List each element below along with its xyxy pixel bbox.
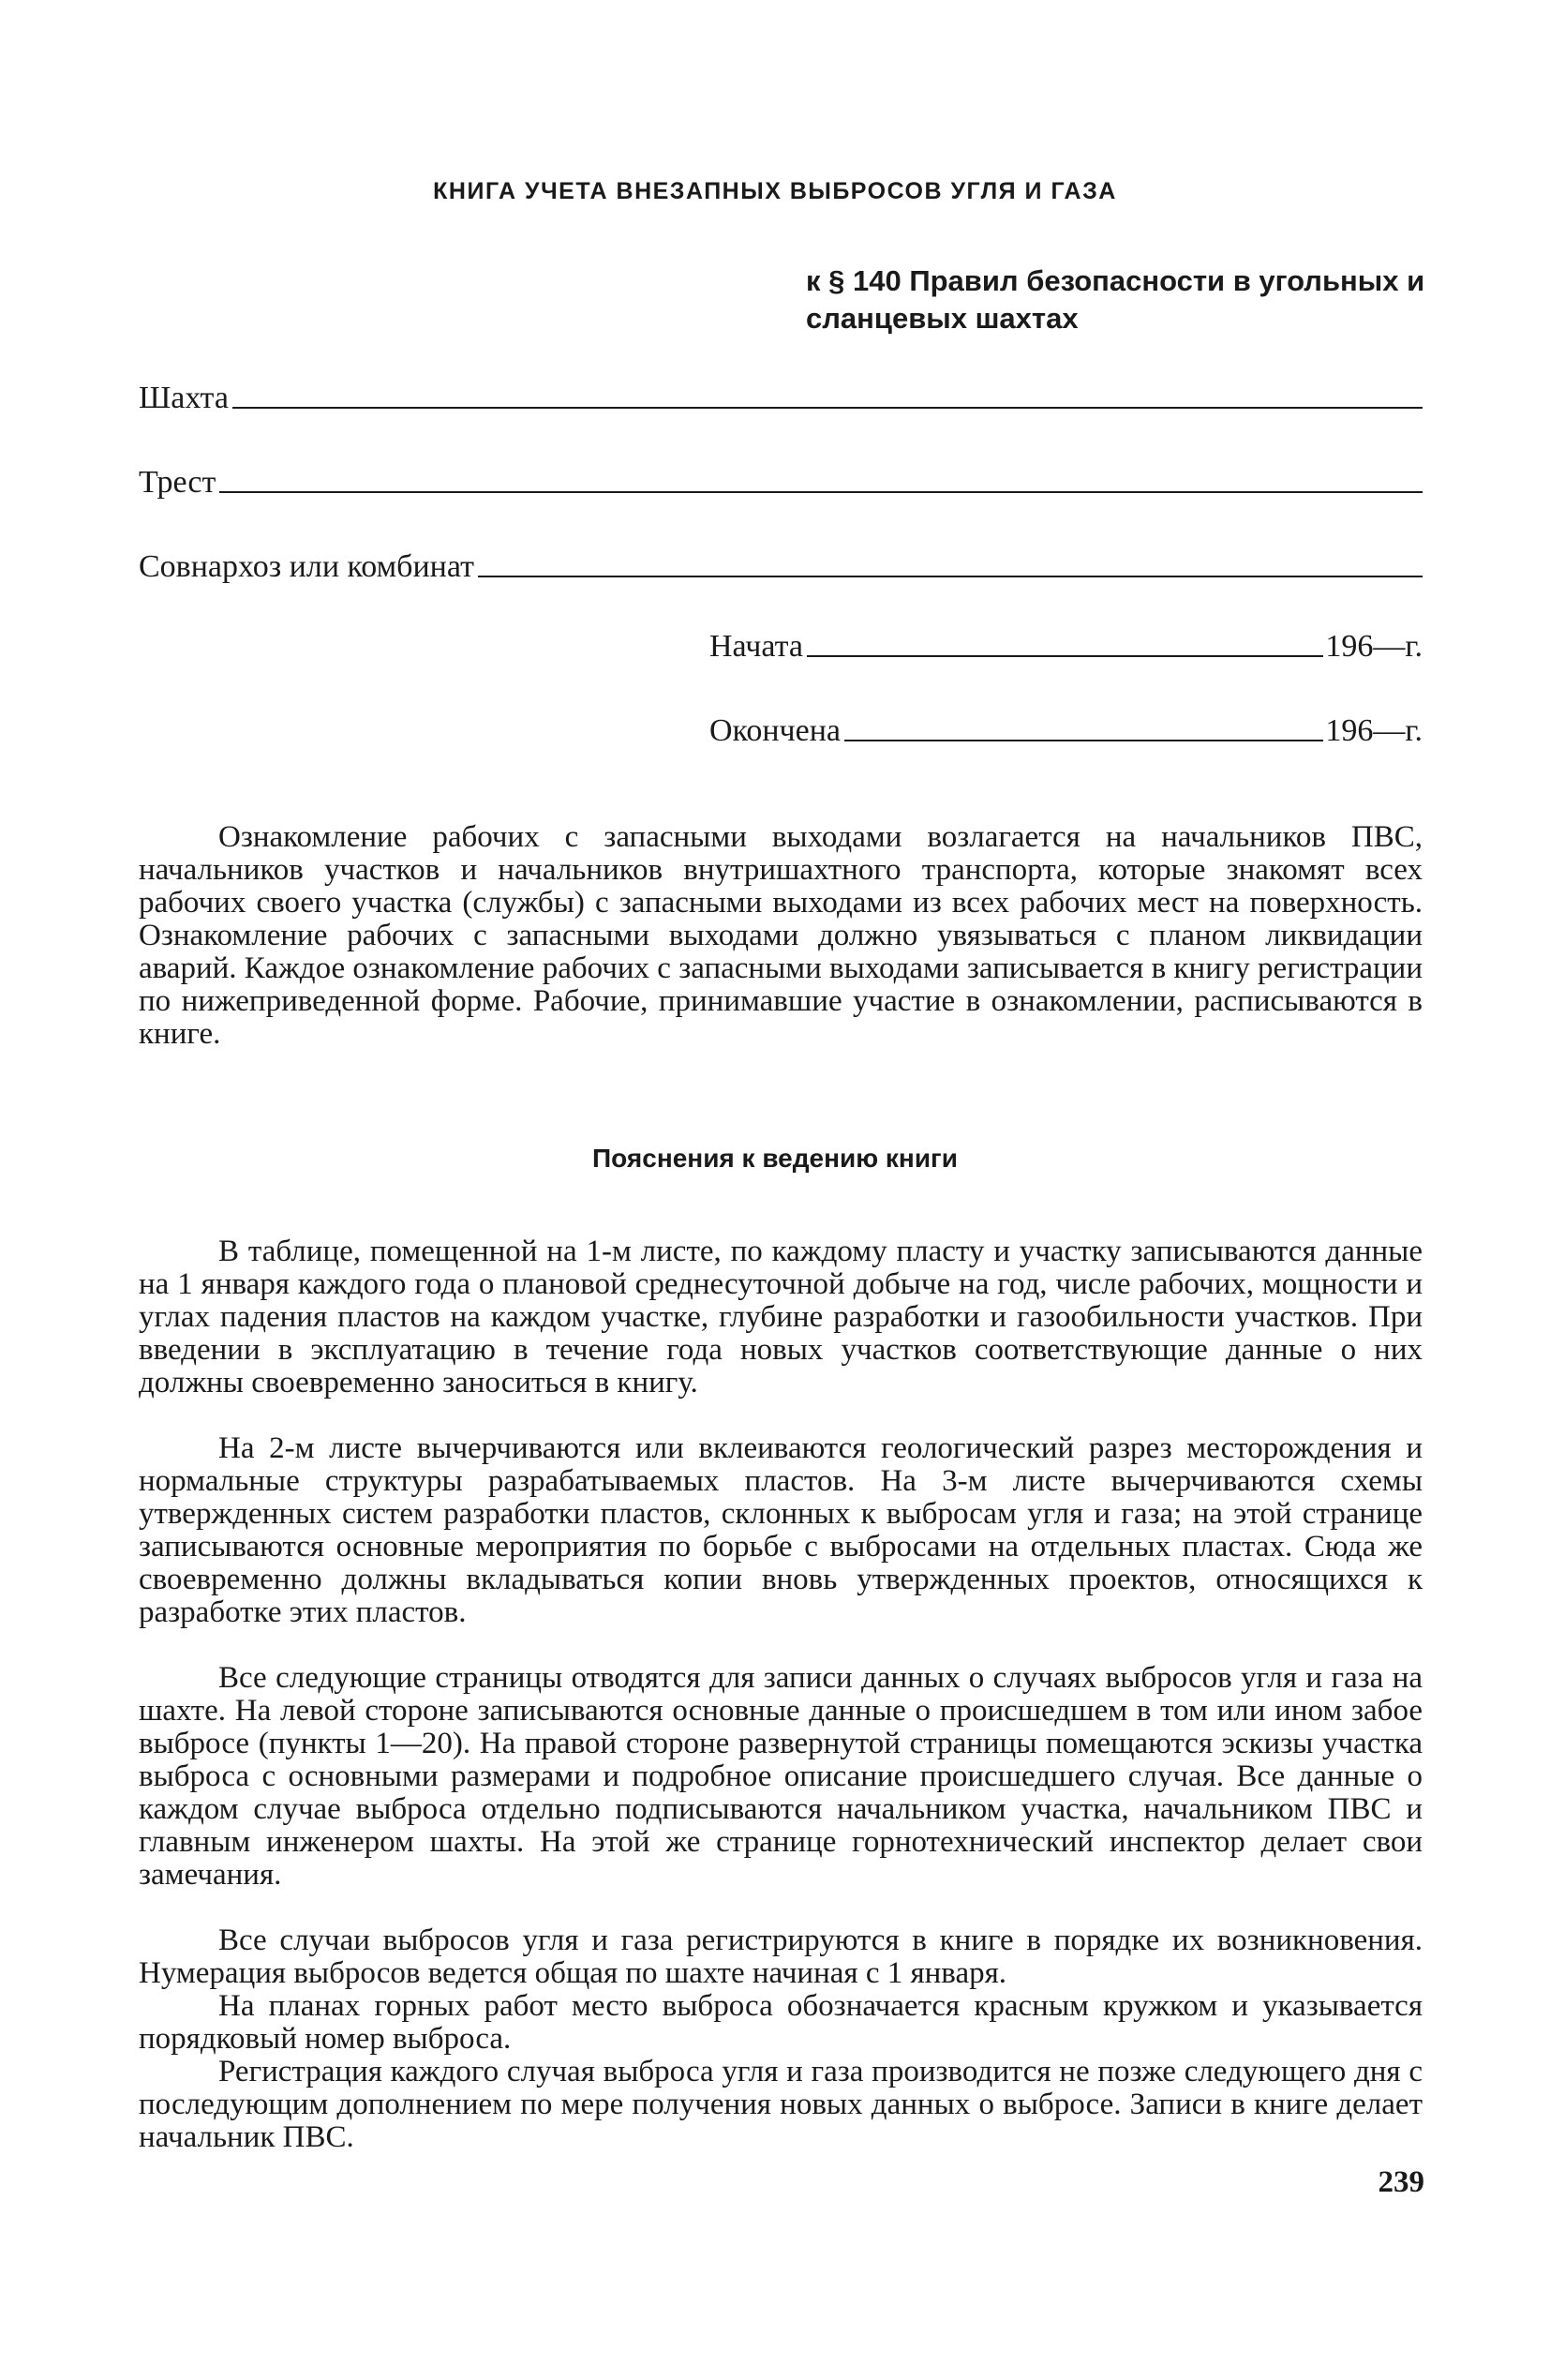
paragraph (139, 1432, 1423, 1629)
rule-reference: к § 140 Правил безопасности в угольных и сланцевых шахтах (806, 264, 1425, 335)
started-label: Начата (709, 629, 803, 664)
paragraph-text: Регистрация каждого случая выброса угля и газа производится не позже следующего дня с последующим дополнением по мере получения новых данных о выбросе. Записи в книге делает начальник ПВС. (139, 2055, 1423, 2154)
paragraph-text: В таблице, помещенной на 1-м листе, по каждому пласту и участку записываются данные на 1 января каждого года о плановой среднесуточной добыче на год, числе рабочих, мощности и углах падения пластов на каждом участке, глубине разработки и газообильности участков. При введении в эксплуатацию в течение года новых участков соответствующие данные о них должны своевременно заноситься в книгу. (139, 1235, 1423, 1400)
mine-field (139, 380, 1423, 417)
paragraph-text: Все следующие страницы отводятся для записи данных о случаях выбросов угля и газа на шахте. На левой стороне записываются основные данные о происшедшем в том или ином забое выбросе (пункты 1—20). На правой стороне развернутой страницы помещаются эскизы участка выброса с основными размерами и подробное описание происшедшего случая. Все данные о каждом случае выброса отдельно подписываются начальником участка, начальником ПВС и главным инженером шахты. На этой же странице горнотехнический инспектор делает свои замечания. (139, 1661, 1423, 1892)
trust-field (139, 464, 1423, 501)
intro-paragraph (139, 821, 1423, 1051)
paragraph (139, 1990, 1423, 2056)
paragraph (139, 1662, 1423, 1892)
started-year-suffix: 196—г. (1325, 629, 1423, 664)
section-heading: Пояснения к ведению книги (592, 1144, 958, 1173)
finished-label: Окончена (709, 713, 842, 748)
paragraph-text: Все случаи выбросов угля и газа регистрируются в книге в порядке их возникновения. Нумерация выбросов ведется общая по шахте начиная с 1 января. (139, 1923, 1423, 1990)
finished-year-suffix: 196—г. (1325, 713, 1423, 748)
paragraph-text: На 2-м листе вычерчиваются или вклеиваются геологический разрез месторождения и нормальные структуры разрабатываемых пластов. На 3-м листе вычерчиваются схемы утвержденных систем разработки пластов, склонных к выбросам угля и газа; на этой странице записываются основные мероприятия по борьбе с выбросами на отдельных пластах. Сюда же своевременно должны вкладываться копии вновь утвержденных проектов, относящихся к разработке этих пластов. (139, 1431, 1423, 1629)
sovnarkhoz-field (139, 548, 1423, 586)
started-field (709, 628, 1423, 666)
page-number: 239 (1378, 2165, 1424, 2199)
paragraph (139, 1924, 1423, 1990)
paragraph (139, 1235, 1423, 1400)
paragraph-text: На планах горных работ место выброса обозначается красным кружком и указывается порядковый номер выброса. (139, 1989, 1423, 2056)
trust-label: Трест (139, 465, 216, 500)
document-title: КНИГА УЧЕТА ВНЕЗАПНЫХ ВЫБРОСОВ УГЛЯ И ГАЗА (433, 178, 1117, 204)
sovnarkhoz-blank-line (478, 576, 1423, 577)
mine-blank-line (232, 407, 1423, 409)
finished-field (709, 712, 1423, 750)
started-blank-line (807, 655, 1323, 657)
paragraph (139, 2056, 1423, 2154)
trust-blank-line (219, 491, 1423, 493)
mine-label: Шахта (139, 381, 229, 415)
intro-paragraph-text: Ознакомление рабочих с запасными выходами возлагается на начальников ПВС, начальников участков и начальников внутришахтного транспорта, которые знакомят всех рабочих своего участка (службы) с запасными выходами из всех рабочих мест на поверхность. Ознакомление рабочих с запасными выходами должно увязываться с планом ликвидации аварий. Каждое ознакомление рабочих с запасными выходами записывается в книгу регистрации по нижеприведенной форме. Рабочие, принимавшие участие в ознакомлении, расписываются в книге. (139, 820, 1423, 1051)
finished-blank-line (844, 740, 1323, 741)
sovnarkhoz-label: Совнархоз или комбинат (139, 549, 474, 584)
